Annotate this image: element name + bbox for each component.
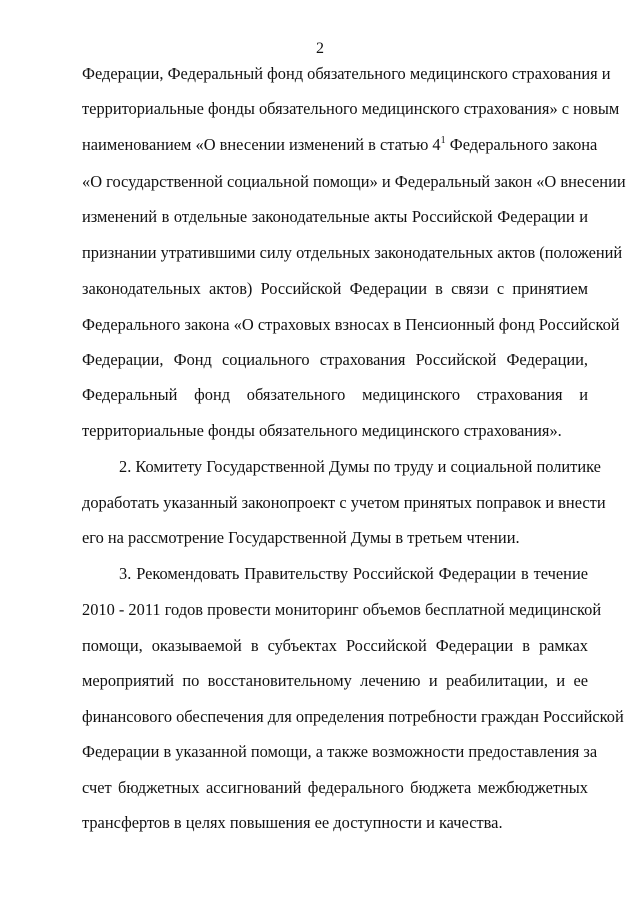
text-line: помощи, оказываемой в субъектах Российской Федерации в рамках — [82, 636, 588, 655]
text-line: изменений в отдельные законодательные акты Российской Федерации и — [82, 207, 588, 226]
text-line: территориальные фонды обязательного медицинского страхования» с новым — [82, 99, 620, 118]
text-line: его на рассмотрение Государственной Думы в третьем чтении. — [82, 528, 520, 547]
text-line: признании утратившими силу отдельных законодательных актов (положений — [82, 243, 623, 262]
text-line: «О государственной социальной помощи» и Федеральный закон «О внесении — [82, 172, 626, 191]
text-line: мероприятий по восстановительному лечению и реабилитации, и ее — [82, 671, 588, 690]
text-line: Федерации, Федеральный фонд обязательного медицинского страхования и — [82, 64, 611, 83]
text-line: территориальные фонды обязательного медицинского страхования». — [82, 421, 562, 440]
page-number: 2 — [316, 40, 324, 57]
text-line: Федерального закона «О страховых взносах в Пенсионный фонд Российской — [82, 315, 620, 334]
text-line: Федеральный фонд обязательного медицинского страхования и — [82, 385, 588, 404]
superscript-index: 1 — [440, 135, 446, 146]
text-line-with-superscript — [82, 135, 598, 155]
text-line: законодательных актов) Российской Федерации в связи с принятием — [82, 279, 588, 298]
text-line: 2010 - 2011 годов провести мониторинг объемов бесплатной медицинской — [82, 600, 602, 619]
text-fragment: наименованием «О внесении изменений в статью 4 — [82, 135, 441, 154]
text-line: финансового обеспечения для определения потребности граждан Российской — [82, 707, 624, 726]
text-line: трансфертов в целях повышения ее доступности и качества. — [82, 813, 503, 832]
text-line: Федерации, Фонд социального страхования Российской Федерации, — [82, 350, 588, 369]
text-line: 2. Комитету Государственной Думы по труду и социальной политике — [119, 457, 601, 476]
text-line: 3. Рекомендовать Правительству Российской Федерации в течение — [119, 564, 588, 583]
text-line: доработать указанный законопроект с учетом принятых поправок и внести — [82, 493, 606, 512]
text-line: Федерации в указанной помощи, а также возможности предоставления за — [82, 742, 598, 761]
text-fragment: Федерального закона — [445, 135, 598, 154]
text-line: счет бюджетных ассигнований федерального бюджета межбюджетных — [82, 778, 588, 797]
